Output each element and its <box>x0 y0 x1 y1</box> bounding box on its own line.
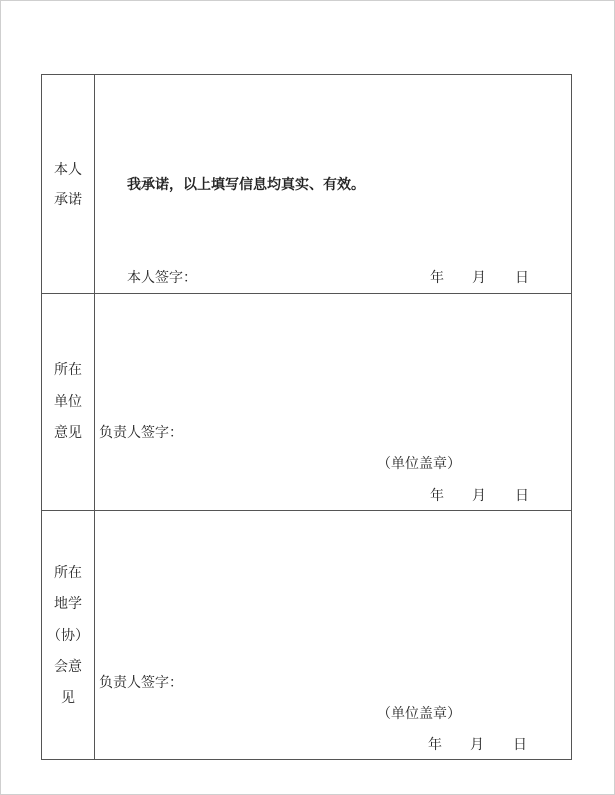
date-day-label: 日 <box>513 737 527 753</box>
row-label-cell <box>42 75 95 293</box>
row-label-line: 单位 <box>54 394 82 410</box>
date-month-label: 月 <box>472 488 486 504</box>
signature-label: 负责人签字： <box>99 425 183 441</box>
row-label-line: 会意 <box>54 659 82 675</box>
row-label-line: 本人 <box>54 162 82 178</box>
row-label-line: 所在 <box>54 565 82 581</box>
date-month-label: 月 <box>472 270 486 286</box>
commitment-form-table <box>41 74 572 760</box>
row-label-line: 见 <box>61 690 75 706</box>
signature-label: 负责人签字： <box>99 675 183 691</box>
row-content-cell <box>95 294 571 510</box>
row-label-line: 地学 <box>54 596 82 612</box>
signature-label: 本人签字： <box>127 270 197 286</box>
row-label-line: （协） <box>47 628 89 644</box>
seal-label: （单位盖章） <box>377 706 461 722</box>
date-year-label: 年 <box>430 488 444 504</box>
row-label-cell <box>42 511 95 759</box>
date-year-label: 年 <box>428 737 442 753</box>
date-day-label: 日 <box>515 270 529 286</box>
row-content-cell <box>95 75 571 293</box>
row-label-line: 承诺 <box>54 192 82 208</box>
row-content-cell <box>95 511 571 759</box>
seal-label: （单位盖章） <box>377 456 461 472</box>
row-label-line: 所在 <box>54 362 82 378</box>
date-month-label: 月 <box>470 737 484 753</box>
society-opinion-row <box>42 511 571 759</box>
personal-commitment-row <box>42 75 571 294</box>
unit-opinion-row <box>42 294 571 511</box>
row-label-line: 意见 <box>54 425 82 441</box>
row-label-cell <box>42 294 95 510</box>
commitment-statement: 我承诺，以上填写信息均真实、有效。 <box>127 177 365 193</box>
date-day-label: 日 <box>515 488 529 504</box>
date-year-label: 年 <box>430 270 444 286</box>
